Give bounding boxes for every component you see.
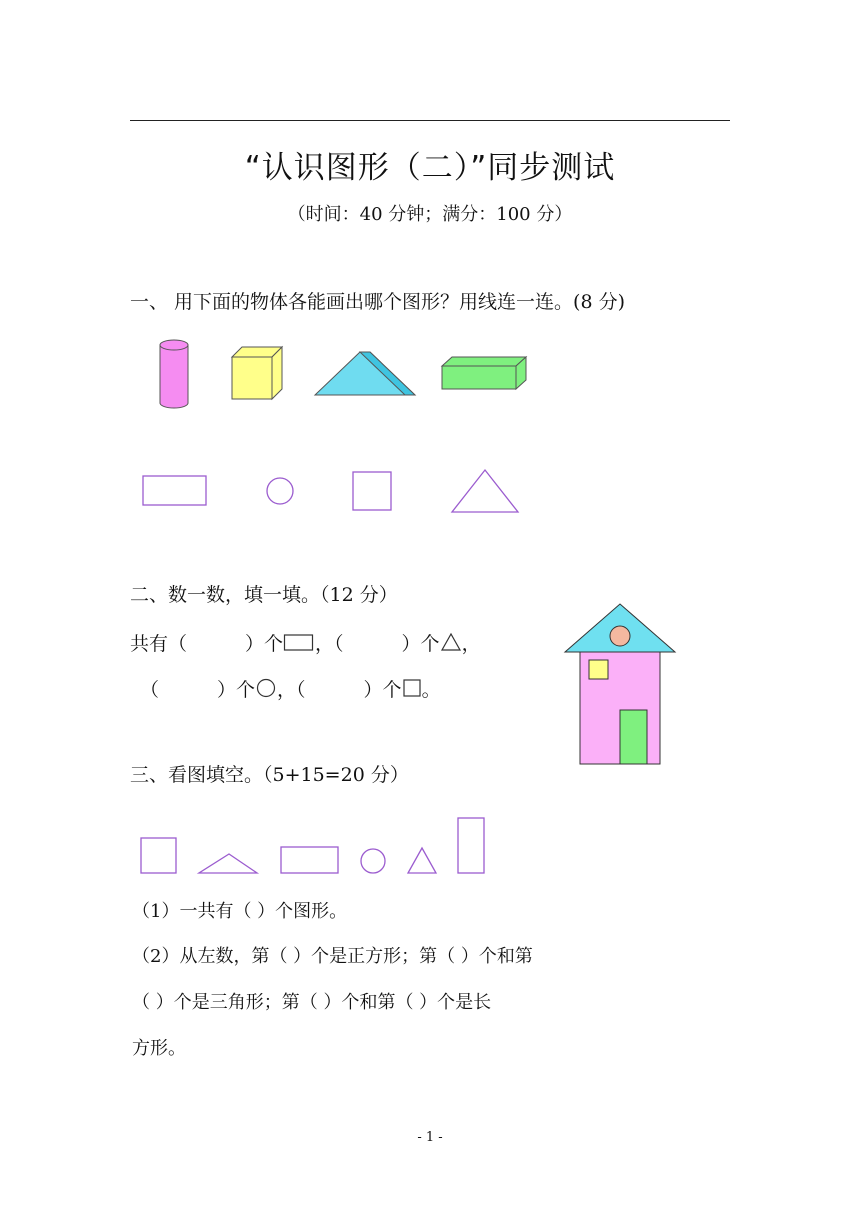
square-glyph-icon xyxy=(402,678,422,698)
section1-objects xyxy=(150,335,570,415)
page-subtitle: （时间：40 分钟；满分：100 分） xyxy=(287,204,573,225)
triangular-prism-icon xyxy=(315,352,415,395)
section1-shapes xyxy=(135,462,535,522)
page-title: “认识图形（二）”同步测试 xyxy=(244,150,616,186)
section3-shapes xyxy=(135,812,495,882)
square-outline-icon[interactable] xyxy=(353,472,391,510)
triangle-glyph-icon xyxy=(440,632,462,652)
square-outline-icon xyxy=(141,838,176,873)
section2-heading: 二、数一数，填一填。（12 分） xyxy=(130,584,398,606)
circle-outline-icon xyxy=(361,849,385,873)
triangle-outline-icon[interactable] xyxy=(452,470,518,512)
section3-q2-line3: 方形。 xyxy=(132,1038,186,1059)
circle-glyph-icon xyxy=(255,678,277,698)
house-window xyxy=(589,660,608,679)
count-prefix: 共有（ xyxy=(130,633,188,655)
cube-icon xyxy=(232,347,282,399)
house-circle xyxy=(610,626,630,646)
rectangle-outline-icon[interactable] xyxy=(143,476,206,505)
section3-q1: （1）一共有（ ）个图形。 xyxy=(132,901,348,922)
house-door xyxy=(620,710,647,764)
section2-line1: 共有（ ）个 ，（ ）个 ， xyxy=(130,633,481,655)
triangle-outline-icon xyxy=(408,848,436,873)
page-number: - 1 - xyxy=(417,1130,443,1145)
house-figure xyxy=(560,600,680,770)
section3-q2-line1: （2）从左数，第（ ）个是正方形；第（ ）个和第 xyxy=(132,946,533,967)
section2-line2: （ ）个 ，（ ）个 。 xyxy=(140,679,441,701)
rectangle-outline-icon xyxy=(281,847,338,873)
section3-q2-line2: （ ）个是三角形；第（ ）个和第（ ）个是长 xyxy=(132,992,492,1013)
header-rule xyxy=(130,120,730,121)
cylinder-icon xyxy=(160,340,188,408)
cuboid-icon xyxy=(442,357,526,389)
triangle-outline-icon xyxy=(199,854,257,873)
circle-outline-icon[interactable] xyxy=(267,478,293,504)
section3-heading: 三、看图填空。（5+15=20 分） xyxy=(130,764,409,786)
rectangle-glyph-icon xyxy=(283,632,315,652)
section1-heading: 一、 用下面的物体各能画出哪个图形？用线连一连。(8 分) xyxy=(130,291,625,313)
rectangle-outline-icon xyxy=(458,818,484,873)
